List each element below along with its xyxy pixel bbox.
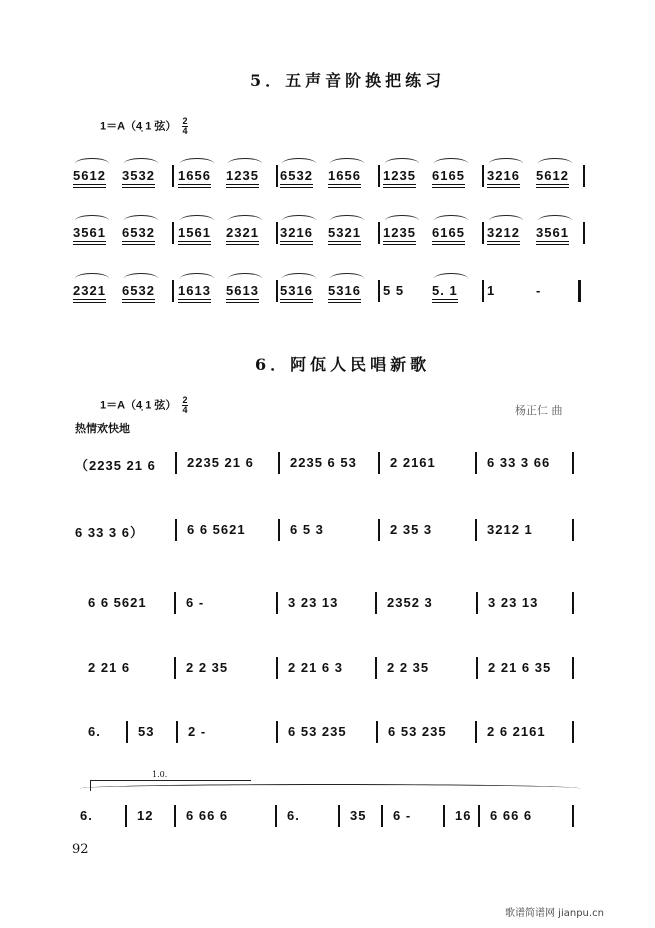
note-group: 6 66 6 <box>490 808 533 823</box>
barline <box>378 280 380 302</box>
barline <box>176 721 178 743</box>
slur <box>385 158 419 169</box>
barline <box>378 519 380 541</box>
barline-end <box>578 280 581 302</box>
barline <box>482 280 484 302</box>
barline <box>475 519 477 541</box>
note-group: 5612 <box>536 168 569 183</box>
note-group: 35 <box>350 808 367 823</box>
slur <box>180 215 214 226</box>
barline <box>276 280 278 302</box>
barline-end <box>583 222 585 244</box>
barline-end <box>572 721 574 743</box>
slur <box>124 158 158 169</box>
barline <box>175 452 177 474</box>
volta-label: 1.0. <box>152 770 168 779</box>
note-group: 12 <box>137 808 154 823</box>
note-group: 6532 <box>122 225 155 240</box>
note-group: 2352 3 <box>387 595 433 610</box>
note-group: 1656 <box>178 168 211 183</box>
note-group: 2 35 3 <box>390 522 433 537</box>
note-group: 2235 6 53 <box>290 455 357 470</box>
barline <box>275 805 277 827</box>
barline <box>276 592 278 614</box>
note-group: 3212 <box>487 225 520 240</box>
note-group: 3561 <box>536 225 569 240</box>
composer-credit: 杨正仁 曲 <box>515 404 563 417</box>
barline <box>276 657 278 679</box>
note-group: 5. 1 <box>432 283 458 298</box>
note-group: 2 2 35 <box>186 660 229 675</box>
note-group: 5321 <box>328 225 361 240</box>
barline <box>125 805 127 827</box>
slur <box>538 215 572 226</box>
note-group: 2 6 2161 <box>487 724 546 739</box>
site-watermark: 歌谱简谱网 jianpu.cn <box>505 908 604 919</box>
note-group: 2 21 6 <box>88 660 131 675</box>
note-group: 1235 <box>226 168 259 183</box>
barline-end <box>572 805 574 827</box>
slur <box>228 273 262 284</box>
note-group: 5613 <box>226 283 259 298</box>
note-group: 6 53 235 <box>388 724 447 739</box>
slur <box>124 273 158 284</box>
barline <box>475 721 477 743</box>
note-group: 6532 <box>280 168 313 183</box>
note-group: 6 6 5621 <box>88 595 147 610</box>
slur <box>75 158 109 169</box>
barline <box>376 721 378 743</box>
barline <box>381 805 383 827</box>
slur <box>180 273 214 284</box>
slur <box>538 158 572 169</box>
note-group: 53 <box>138 724 155 739</box>
section6-key: 1＝A（4̣ 1 弦） <box>100 399 177 412</box>
slur <box>434 215 468 226</box>
barline-end <box>572 452 574 474</box>
note-group: 2321 <box>73 283 106 298</box>
barline-end <box>572 592 574 614</box>
barline <box>375 592 377 614</box>
note-group: 3 23 13 <box>488 595 539 610</box>
barline <box>378 165 380 187</box>
slur <box>434 158 468 169</box>
slur <box>282 158 316 169</box>
note-group: 6 6 5621 <box>187 522 246 537</box>
note-group: 2 21 6 3 <box>288 660 343 675</box>
note-group: 6 66 6 <box>186 808 229 823</box>
note-group: 3216 <box>280 225 313 240</box>
note-group: 6532 <box>122 283 155 298</box>
note-group: 5316 <box>328 283 361 298</box>
barline <box>482 165 484 187</box>
note-group: 2235 21 6 <box>187 455 254 470</box>
slur <box>434 273 468 284</box>
slur <box>282 273 316 284</box>
slur <box>330 273 364 284</box>
slur <box>124 215 158 226</box>
note-group: 2 2 35 <box>387 660 430 675</box>
note-group: 6 - <box>186 595 205 610</box>
note-group: 2321 <box>226 225 259 240</box>
note-group: 1235 <box>383 225 416 240</box>
barline-end <box>572 519 574 541</box>
long-slur <box>80 784 580 793</box>
barline <box>475 452 477 474</box>
barline <box>174 592 176 614</box>
note-group: 6. <box>287 808 300 823</box>
barline <box>126 721 128 743</box>
note-group: 1 <box>487 283 496 298</box>
page-number: 92 <box>72 842 89 857</box>
note-group: 2 2161 <box>390 455 436 470</box>
slur <box>228 158 262 169</box>
barline <box>478 805 480 827</box>
note-group: 5 5 <box>383 283 405 298</box>
barline <box>278 519 280 541</box>
tempo-marking: 热情欢快地 <box>75 422 130 435</box>
note-group: 6 - <box>393 808 412 823</box>
section5-time-signature: $\frac{2}{4}$ <box>182 116 188 136</box>
note-group: 6165 <box>432 168 465 183</box>
note-group: 6 53 235 <box>288 724 347 739</box>
barline <box>476 592 478 614</box>
slur <box>228 215 262 226</box>
note-group: 16 <box>455 808 472 823</box>
slur <box>282 215 316 226</box>
note-group: 3 23 13 <box>288 595 339 610</box>
note-group: 6 33 3 66 <box>487 455 551 470</box>
note-group: （2235 21 6 <box>75 458 156 473</box>
note-group: 1656 <box>328 168 361 183</box>
slur <box>75 273 109 284</box>
barline <box>476 657 478 679</box>
slur <box>489 158 523 169</box>
section6-title: 6．阿佤人民唱新歌 <box>255 355 431 374</box>
slur <box>75 215 109 226</box>
barline <box>276 222 278 244</box>
barline <box>175 519 177 541</box>
note-group: 2 21 6 35 <box>488 660 552 675</box>
note-group: 1235 <box>383 168 416 183</box>
barline <box>278 452 280 474</box>
note-group: 6. <box>80 808 93 823</box>
note-group: 5612 <box>73 168 106 183</box>
barline <box>375 657 377 679</box>
section6-time-signature: $\frac{2}{4}$ <box>182 395 188 415</box>
note-group: 1561 <box>178 225 211 240</box>
section6-key-signature <box>100 396 188 415</box>
barline <box>378 222 380 244</box>
note-group: 3532 <box>122 168 155 183</box>
barline <box>172 280 174 302</box>
barline <box>276 165 278 187</box>
slur <box>385 215 419 226</box>
note-group: 6. <box>88 724 101 739</box>
section5-title: 5．五声音阶换把练习 <box>250 71 446 90</box>
slur <box>180 158 214 169</box>
note-group: 1613 <box>178 283 211 298</box>
note-group: 6165 <box>432 225 465 240</box>
slur <box>489 215 523 226</box>
section5-key-signature <box>100 117 188 136</box>
note-group: 3212 1 <box>487 522 533 537</box>
note-group: 6 5 3 <box>290 522 324 537</box>
note-group: 5316 <box>280 283 313 298</box>
note-group: - <box>536 283 542 298</box>
barline <box>172 165 174 187</box>
barline <box>443 805 445 827</box>
note-group: 2 - <box>188 724 207 739</box>
barline-end <box>572 657 574 679</box>
slur <box>330 158 364 169</box>
barline <box>338 805 340 827</box>
barline <box>378 452 380 474</box>
slur <box>330 215 364 226</box>
note-group: 3216 <box>487 168 520 183</box>
barline-end <box>583 165 585 187</box>
section5-key: 1＝A（4̣ 1 弦） <box>100 120 177 133</box>
note-group: 6 33 3 6） <box>75 525 144 540</box>
barline <box>172 222 174 244</box>
barline <box>482 222 484 244</box>
barline <box>174 805 176 827</box>
barline <box>174 657 176 679</box>
barline <box>276 721 278 743</box>
note-group: 3561 <box>73 225 106 240</box>
